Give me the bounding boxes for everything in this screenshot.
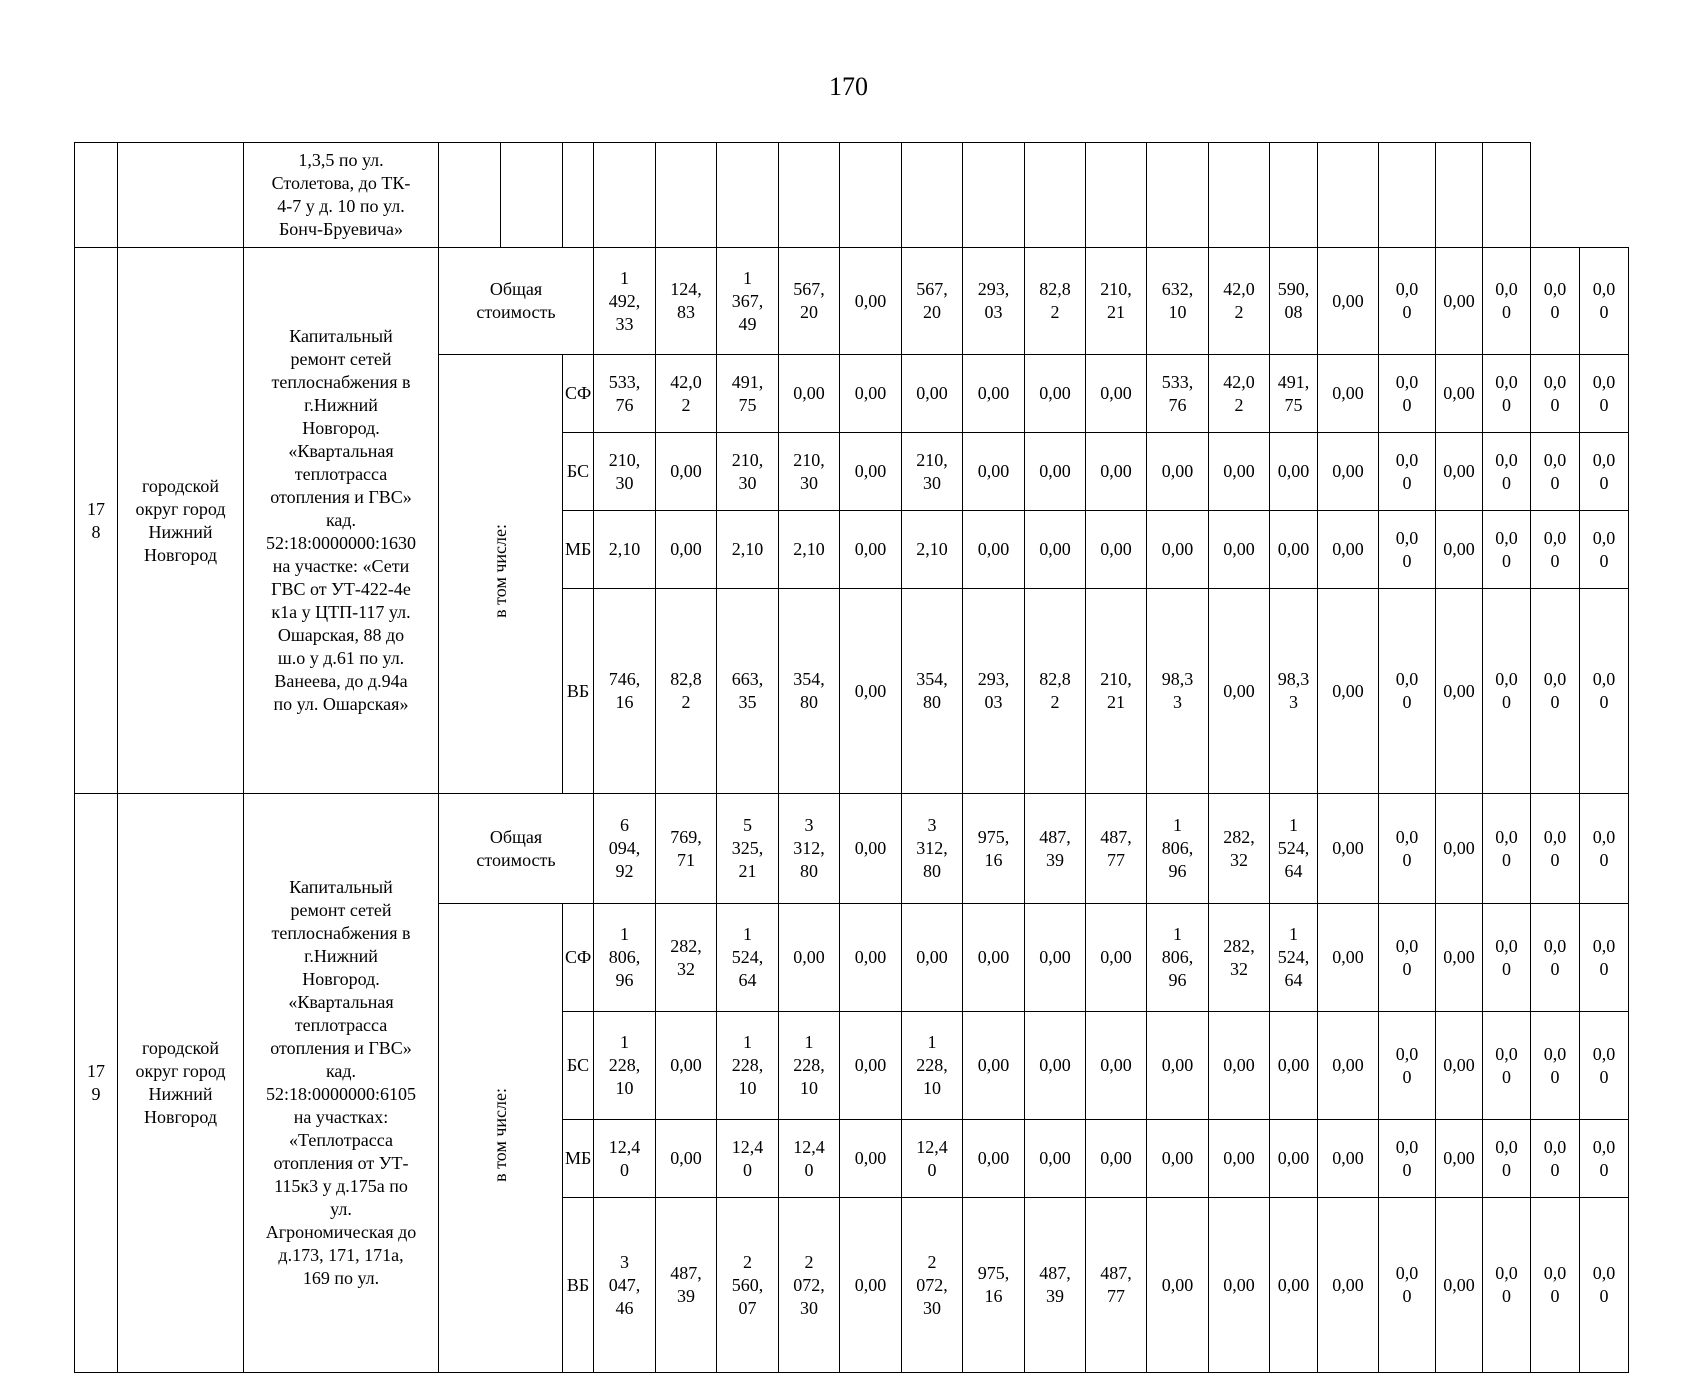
value-cell: 0,0 0 <box>1580 433 1629 511</box>
value-cell: 0,00 <box>1436 248 1483 355</box>
value-cell: 82,8 2 <box>1025 589 1086 794</box>
value-cell: 12,4 0 <box>594 1120 656 1198</box>
label-cell <box>501 143 563 248</box>
value-cell: 0,00 <box>656 1120 717 1198</box>
value-cell: 0,00 <box>963 1012 1025 1120</box>
value-cell: 0,00 <box>1318 1198 1379 1373</box>
value-cell: 1 228, 10 <box>594 1012 656 1120</box>
value-cell: 0,0 0 <box>1531 904 1580 1012</box>
value-cell: 487, 77 <box>1086 794 1147 904</box>
value-cell: 0,0 0 <box>1580 248 1629 355</box>
value-cell: 0,00 <box>1025 904 1086 1012</box>
value-cell: 487, 77 <box>1086 1198 1147 1373</box>
value-cell: 0,0 0 <box>1580 794 1629 904</box>
value-cell: 42,0 2 <box>1209 248 1270 355</box>
value-cell: 0,00 <box>902 355 963 433</box>
value-cell: 0,0 0 <box>1379 794 1436 904</box>
object-description-cell: Капитальный ремонт сетей теплоснабжения в г.Нижний Новгород. «Квартальная теплотрасса отопления и ГВС» кад. 52:18:0000000:1630 на участке: «Сети ГВС от УТ-422-4е к1а у ЦТП-117 ул. Ошарская, 88 до ш.о у д.61 по ул. Ванеева, до д.94а по ул. Ошарская» <box>244 248 439 794</box>
value-cell: 0,00 <box>779 355 840 433</box>
value-cell: 0,0 0 <box>1379 1120 1436 1198</box>
value-cell: 0,00 <box>963 1120 1025 1198</box>
value-cell: 487, 39 <box>656 1198 717 1373</box>
value-cell: 0,00 <box>1209 1198 1270 1373</box>
value-cell: 0,0 0 <box>1531 1012 1580 1120</box>
value-cell: 746, 16 <box>594 589 656 794</box>
value-cell: 0,00 <box>840 904 902 1012</box>
value-cell: 0,0 0 <box>1483 904 1531 1012</box>
value-cell: 0,0 0 <box>1531 1120 1580 1198</box>
value-cell: 491, 75 <box>1270 355 1318 433</box>
value-cell: 975, 16 <box>963 1198 1025 1373</box>
value-cell: 769, 71 <box>656 794 717 904</box>
value-cell: 42,0 2 <box>1209 355 1270 433</box>
value-cell: 0,0 0 <box>1483 1120 1531 1198</box>
value-cell: 663, 35 <box>717 589 779 794</box>
value-cell: 0,00 <box>963 511 1025 589</box>
value-cell: 0,0 0 <box>1531 248 1580 355</box>
value-cell: 82,8 2 <box>656 589 717 794</box>
value-cell: 1 228, 10 <box>779 1012 840 1120</box>
value-cell: 1 806, 96 <box>1147 794 1209 904</box>
value-cell <box>1209 143 1270 248</box>
value-cell: 0,0 0 <box>1483 511 1531 589</box>
value-cell <box>963 143 1025 248</box>
value-cell <box>1025 143 1086 248</box>
value-cell: 0,00 <box>1025 1120 1086 1198</box>
value-cell: 0,00 <box>1270 433 1318 511</box>
value-cell: 0,00 <box>1025 1012 1086 1120</box>
value-cell: 0,00 <box>1318 1012 1379 1120</box>
value-cell: 98,3 3 <box>1270 589 1318 794</box>
value-cell: 210, 30 <box>902 433 963 511</box>
value-cell: 12,4 0 <box>779 1120 840 1198</box>
value-cell: 0,00 <box>1318 511 1379 589</box>
value-cell: 282, 32 <box>1209 794 1270 904</box>
value-cell: 0,00 <box>1086 904 1147 1012</box>
value-cell: 567, 20 <box>779 248 840 355</box>
value-cell: 975, 16 <box>963 794 1025 904</box>
label-cell <box>439 143 501 248</box>
value-cell: 0,0 0 <box>1531 1198 1580 1373</box>
including-label: в том числе: <box>490 1088 510 1182</box>
value-cell: 0,0 0 <box>1531 433 1580 511</box>
source-label: СФ <box>563 904 594 1012</box>
value-cell: 98,3 3 <box>1147 589 1209 794</box>
value-cell <box>717 143 779 248</box>
value-cell: 0,0 0 <box>1580 589 1629 794</box>
value-cell: 282, 32 <box>1209 904 1270 1012</box>
value-cell: 0,0 0 <box>1580 355 1629 433</box>
value-cell: 0,00 <box>1270 511 1318 589</box>
value-cell: 0,00 <box>1318 794 1379 904</box>
value-cell: 0,00 <box>1025 433 1086 511</box>
value-cell: 590, 08 <box>1270 248 1318 355</box>
value-cell: 6 094, 92 <box>594 794 656 904</box>
value-cell: 0,00 <box>840 1198 902 1373</box>
value-cell <box>840 143 902 248</box>
value-cell: 2,10 <box>717 511 779 589</box>
value-cell: 1 806, 96 <box>1147 904 1209 1012</box>
value-cell: 0,00 <box>1086 355 1147 433</box>
value-cell: 0,00 <box>840 433 902 511</box>
value-cell: 354, 80 <box>902 589 963 794</box>
object-description-cell: Капитальный ремонт сетей теплоснабжения в г.Нижний Новгород. «Квартальная теплотрасса отопления и ГВС» кад. 52:18:0000000:6105 на участках: «Теплотрасса отопления от УТ- 115к3 у д.175а по ул. Агрономическая до д.173, 171, 171а, 169 по ул. <box>244 794 439 1373</box>
including-label: в том числе: <box>490 524 510 618</box>
funding-table <box>74 142 1629 1373</box>
value-cell: 124, 83 <box>656 248 717 355</box>
value-cell: 0,00 <box>656 511 717 589</box>
value-cell: 0,0 0 <box>1531 511 1580 589</box>
value-cell: 1 367, 49 <box>717 248 779 355</box>
table-row <box>75 248 1629 355</box>
value-cell: 533, 76 <box>594 355 656 433</box>
value-cell: 0,00 <box>1436 511 1483 589</box>
value-cell: 0,00 <box>1318 589 1379 794</box>
source-label: МБ <box>563 511 594 589</box>
row-number-cell: 17 8 <box>75 248 118 794</box>
value-cell <box>779 143 840 248</box>
value-cell: 3 047, 46 <box>594 1198 656 1373</box>
value-cell: 2,10 <box>779 511 840 589</box>
value-cell: 0,00 <box>1436 355 1483 433</box>
value-cell: 354, 80 <box>779 589 840 794</box>
value-cell <box>656 143 717 248</box>
value-cell: 0,00 <box>1209 589 1270 794</box>
value-cell: 3 312, 80 <box>779 794 840 904</box>
value-cell: 0,0 0 <box>1483 1198 1531 1373</box>
value-cell <box>1318 143 1379 248</box>
value-cell: 0,00 <box>1209 511 1270 589</box>
value-cell: 491, 75 <box>717 355 779 433</box>
object-description-cell: 1,3,5 по ул. Столетова, до ТК- 4-7 у д. 10 по ул. Бонч-Бруевича» <box>244 143 439 248</box>
value-cell: 0,0 0 <box>1379 589 1436 794</box>
value-cell: 0,00 <box>1025 355 1086 433</box>
value-cell: 2 072, 30 <box>779 1198 840 1373</box>
value-cell: 0,0 0 <box>1483 589 1531 794</box>
value-cell: 0,00 <box>1086 1120 1147 1198</box>
value-cell <box>1086 143 1147 248</box>
value-cell: 1 524, 64 <box>1270 904 1318 1012</box>
value-cell: 210, 21 <box>1086 589 1147 794</box>
value-cell: 0,00 <box>963 433 1025 511</box>
value-cell <box>563 143 594 248</box>
value-cell: 0,00 <box>840 355 902 433</box>
value-cell: 0,0 0 <box>1379 355 1436 433</box>
municipality-cell: городской округ город Нижний Новгород <box>118 794 244 1373</box>
value-cell: 0,0 0 <box>1483 248 1531 355</box>
value-cell: 1 524, 64 <box>717 904 779 1012</box>
value-cell: 0,00 <box>840 248 902 355</box>
value-cell: 487, 39 <box>1025 794 1086 904</box>
value-cell: 0,00 <box>1025 511 1086 589</box>
value-cell: 0,00 <box>1436 589 1483 794</box>
source-label: СФ <box>563 355 594 433</box>
value-cell: 1 806, 96 <box>594 904 656 1012</box>
value-cell: 0,00 <box>1147 1012 1209 1120</box>
value-cell <box>902 143 963 248</box>
value-cell: 0,00 <box>1318 1120 1379 1198</box>
value-cell: 12,4 0 <box>902 1120 963 1198</box>
value-cell: 0,00 <box>1147 1198 1209 1373</box>
value-cell: 0,0 0 <box>1483 355 1531 433</box>
value-cell: 0,0 0 <box>1580 1120 1629 1198</box>
value-cell: 2,10 <box>902 511 963 589</box>
value-cell <box>1483 143 1531 248</box>
value-cell: 2,10 <box>594 511 656 589</box>
value-cell: 0,0 0 <box>1580 1198 1629 1373</box>
value-cell: 293, 03 <box>963 248 1025 355</box>
value-cell: 0,00 <box>840 1012 902 1120</box>
municipality-cell: городской округ город Нижний Новгород <box>118 248 244 794</box>
value-cell: 0,0 0 <box>1379 904 1436 1012</box>
value-cell: 0,00 <box>1086 1012 1147 1120</box>
value-cell: 1 524, 64 <box>1270 794 1318 904</box>
value-cell: 0,0 0 <box>1379 1012 1436 1120</box>
value-cell: 0,0 0 <box>1379 248 1436 355</box>
value-cell: 12,4 0 <box>717 1120 779 1198</box>
value-cell: 0,00 <box>1436 1012 1483 1120</box>
value-cell: 210, 30 <box>779 433 840 511</box>
value-cell: 0,0 0 <box>1483 433 1531 511</box>
value-cell: 0,00 <box>1270 1012 1318 1120</box>
value-cell: 0,00 <box>840 589 902 794</box>
value-cell: 1 228, 10 <box>902 1012 963 1120</box>
value-cell: 0,00 <box>963 904 1025 1012</box>
value-cell <box>1270 143 1318 248</box>
value-cell: 0,0 0 <box>1580 904 1629 1012</box>
value-cell: 0,00 <box>1209 433 1270 511</box>
value-cell: 0,00 <box>1318 355 1379 433</box>
value-cell: 0,0 0 <box>1379 511 1436 589</box>
value-cell: 0,00 <box>1318 904 1379 1012</box>
value-cell: 0,00 <box>1147 1120 1209 1198</box>
value-cell <box>1379 143 1436 248</box>
value-cell <box>594 143 656 248</box>
value-cell: 210, 30 <box>717 433 779 511</box>
value-cell: 0,00 <box>1436 1198 1483 1373</box>
table-row <box>75 143 1629 248</box>
value-cell: 293, 03 <box>963 589 1025 794</box>
value-cell: 0,00 <box>1436 1120 1483 1198</box>
value-cell: 0,0 0 <box>1379 433 1436 511</box>
value-cell: 567, 20 <box>902 248 963 355</box>
value-cell: 2 072, 30 <box>902 1198 963 1373</box>
value-cell: 1 228, 10 <box>717 1012 779 1120</box>
value-cell: 0,00 <box>1086 433 1147 511</box>
value-cell: 0,0 0 <box>1531 589 1580 794</box>
value-cell: 0,00 <box>1209 1012 1270 1120</box>
value-cell: 42,0 2 <box>656 355 717 433</box>
value-cell <box>1147 143 1209 248</box>
value-cell: 0,00 <box>656 1012 717 1120</box>
source-label: МБ <box>563 1120 594 1198</box>
value-cell: 0,00 <box>1086 511 1147 589</box>
source-label: БС <box>563 433 594 511</box>
table-row <box>75 794 1629 904</box>
including-label-cell <box>439 355 563 794</box>
value-cell: 0,0 0 <box>1483 1012 1531 1120</box>
row-number-cell: 17 9 <box>75 794 118 1373</box>
value-cell: 0,00 <box>902 904 963 1012</box>
value-cell: 0,00 <box>840 511 902 589</box>
value-cell: 3 312, 80 <box>902 794 963 904</box>
municipality-cell <box>118 143 244 248</box>
total-cost-label: Общая стоимость <box>439 794 594 904</box>
value-cell: 0,00 <box>779 904 840 1012</box>
value-cell: 0,00 <box>963 355 1025 433</box>
value-cell: 533, 76 <box>1147 355 1209 433</box>
value-cell <box>1436 143 1483 248</box>
value-cell: 2 560, 07 <box>717 1198 779 1373</box>
value-cell: 0,0 0 <box>1483 794 1531 904</box>
value-cell: 0,0 0 <box>1379 1198 1436 1373</box>
value-cell: 0,00 <box>1436 794 1483 904</box>
value-cell: 0,00 <box>1318 248 1379 355</box>
source-label: БС <box>563 1012 594 1120</box>
value-cell: 210, 30 <box>594 433 656 511</box>
value-cell: 1 492, 33 <box>594 248 656 355</box>
value-cell: 0,00 <box>1270 1198 1318 1373</box>
value-cell: 487, 39 <box>1025 1198 1086 1373</box>
value-cell: 0,00 <box>840 794 902 904</box>
value-cell: 0,00 <box>1147 511 1209 589</box>
value-cell: 0,00 <box>1209 1120 1270 1198</box>
value-cell: 0,00 <box>1147 433 1209 511</box>
row-number-cell <box>75 143 118 248</box>
page-number: 170 <box>829 72 868 101</box>
value-cell: 0,00 <box>840 1120 902 1198</box>
source-label: ВБ <box>563 1198 594 1373</box>
value-cell: 5 325, 21 <box>717 794 779 904</box>
value-cell: 632, 10 <box>1147 248 1209 355</box>
total-cost-label: Общая стоимость <box>439 248 594 355</box>
value-cell: 0,00 <box>1436 904 1483 1012</box>
value-cell: 0,00 <box>656 433 717 511</box>
value-cell: 0,0 0 <box>1531 355 1580 433</box>
value-cell: 282, 32 <box>656 904 717 1012</box>
value-cell: 0,00 <box>1318 433 1379 511</box>
source-label: ВБ <box>563 589 594 794</box>
value-cell: 0,0 0 <box>1580 1012 1629 1120</box>
value-cell: 0,0 0 <box>1580 511 1629 589</box>
including-label-cell <box>439 904 563 1373</box>
value-cell: 0,00 <box>1436 433 1483 511</box>
value-cell: 210, 21 <box>1086 248 1147 355</box>
value-cell: 82,8 2 <box>1025 248 1086 355</box>
value-cell: 0,0 0 <box>1531 794 1580 904</box>
value-cell: 0,00 <box>1270 1120 1318 1198</box>
